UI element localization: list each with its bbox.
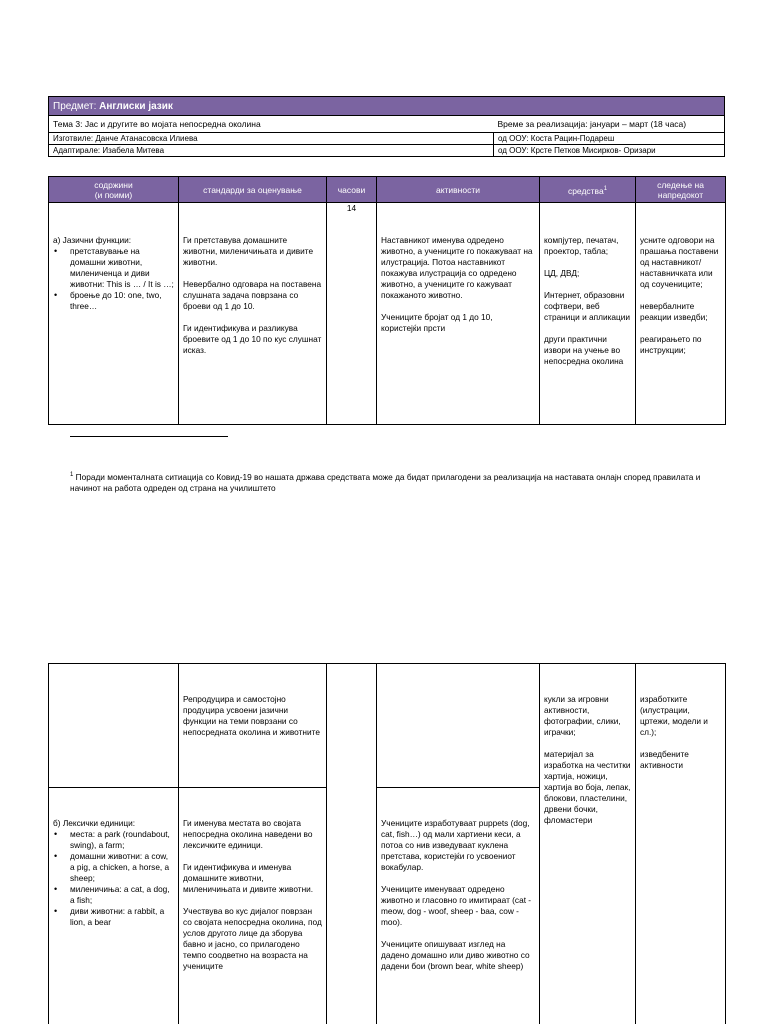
prepared-school-cell: од ООУ: Коста Рацин-Подареш	[494, 133, 725, 145]
content-list	[53, 246, 174, 312]
hours-cell-2	[327, 664, 377, 1024]
standards-cell	[179, 203, 327, 425]
activities-cell-2	[377, 788, 540, 1024]
activities-cell	[377, 203, 540, 425]
standard-item: Невербално одговара на поставена слушната задача поврзана со броеви од 1 до 10.	[183, 279, 322, 311]
content-title: а) Јазични функции:	[53, 235, 132, 245]
hours-cell: 14	[327, 203, 377, 425]
resource-item: кукли за игровни активности, фотографии, слики, играчки;	[544, 694, 621, 737]
col-activities: активности	[377, 177, 540, 203]
activity-item: Учениците изработуваат puppets (dog, cat, fish…) од мали хартиени кеси, а потоа со нив изведуваат куклена претстава, користејќи го усвоениот вокабулар.	[381, 818, 530, 872]
column-header-row	[49, 177, 726, 203]
subject-value: Англиски јазик	[99, 100, 173, 112]
footnote	[70, 470, 730, 494]
col-standards: стандарди за оценување	[179, 177, 327, 203]
footnote-text: Поради моменталната ситиацијa со Ковид-19 во нашата држава средствата може да бидат прилагодени за реализација на наставата онлајн според правилата и начинот на работа одреден од страна на училиштето	[70, 471, 701, 493]
monitoring-item: изведбените активности	[640, 749, 689, 770]
monitoring-item: реагирањето по инструкции;	[640, 334, 702, 355]
list-item: • претставување на домашни животни, милениченца и диви животни: This is … / It is …;	[53, 246, 174, 290]
period-cell: Време за реализација: јануари – март (18 часа)	[494, 116, 725, 133]
footnote-ref: 1	[603, 185, 608, 192]
subject-label: Предмет:	[53, 100, 97, 112]
col-content: содржини (и поими)	[49, 177, 179, 203]
standards-cell-top: Репродуцира и самостојно продуцира усвоени јазични функции на теми поврзани со непосредната околина и животните	[179, 664, 327, 788]
table-row	[49, 203, 726, 425]
monitoring-cell-2	[636, 664, 726, 1024]
monitoring-item: изработките (илустрации, цртежи, модели и сл.);	[640, 694, 708, 737]
resource-item: други практични извори на учење во непосредна околина	[544, 334, 624, 366]
activity-item: Учениците именуваат одредено животно и гласовно го имитираат (cat - meow, dog - woof, sheep - baa, cow - moo).	[381, 884, 532, 927]
content-cell-2	[49, 788, 179, 1024]
resource-item: Интернет, образовни софтвери, веб страници и апликации	[544, 290, 631, 322]
col-resources-label: средства	[567, 185, 604, 196]
footnote-mark: 1	[70, 472, 74, 478]
standards-cell-2	[179, 788, 327, 1024]
content-cell	[49, 203, 179, 425]
list-item: • места: a park (roundabout, swing), a farm;	[53, 829, 174, 851]
plan-table	[48, 176, 726, 425]
list-item: • броење до 10: one, two, three…	[53, 290, 174, 312]
subject-row	[49, 97, 725, 116]
activities-cell-empty	[377, 664, 540, 788]
adapted-school-cell: од ООУ: Крсте Петков Мисирков- Оризари	[494, 145, 725, 157]
content-list	[53, 829, 174, 928]
list-item: • домашни животни: a cow, a pig, a chicken, a horse, a sheep;	[53, 851, 174, 884]
footnote-separator	[70, 436, 228, 437]
standard-item: Ги идентификува и разликува броевите од 1 до 10 по кус слушнат исказ.	[183, 323, 322, 355]
standard-item: Ги именува местата во својата непосредна околина наведени во лексичките единици.	[183, 818, 313, 850]
table-row	[49, 664, 726, 788]
activity-item: Учениците бројат од 1 до 10, користејќи прсти	[381, 312, 493, 333]
standard-item: Ги претставува домашните животни, миленичињата и дивите животни.	[183, 235, 314, 267]
monitoring-item: невербалните реакции изведби;	[640, 301, 708, 322]
header-table	[48, 96, 725, 157]
resource-item: компјутер, печатач, проектор, табла;	[544, 235, 619, 256]
resources-cell	[540, 203, 636, 425]
list-item: • диви животни: a rabbit, a lion, a bear	[53, 906, 174, 928]
activity-item: Наставникот именува одредено животно, а учениците го покажуваат на илустрација. Потоа наставникот покажува илустрација со одредено животно, а учениците го кажуваат покажаното животно.	[381, 235, 533, 300]
monitoring-cell	[636, 203, 726, 425]
standard-item: Учествува во кус дијалог поврзан со својата непосредна околина, под услов другото лице да зборува бавно и јасно, со прилагодено темпо соодветно на возраста на учениците	[183, 906, 322, 971]
plan-table-continued	[48, 663, 726, 1024]
adapted-by-cell: Адаптирале: Изабела Митева	[49, 145, 494, 157]
list-item: • миленичиња: a cat, a dog, a fish;	[53, 884, 174, 906]
monitoring-item: усните одговори на прашања поставени од наставникот/наставничката или од соучениците;	[640, 235, 719, 289]
col-hours: часови	[327, 177, 377, 203]
resource-item: материјал за изработка на честитки хартија, ножици, хартија во боја, лепак, блокови, пластелини, дрвени бочки, фломастери	[544, 749, 631, 825]
col-resources	[540, 177, 636, 203]
col-monitoring: следење на напредокот	[636, 177, 726, 203]
resource-item: ЦД, ДВД;	[544, 268, 580, 278]
content-cell-empty	[49, 664, 179, 788]
activity-item: Учениците опишуваат изглед на дадено домашно или диво животно со дадени бои (brown bear, white sheep)	[381, 939, 530, 971]
prepared-by-cell: Изготвиле: Данче Атанасовска Илиева	[49, 133, 494, 145]
theme-cell: Тема 3: Јас и другите во мојата непосредна околина	[49, 116, 494, 133]
resources-cell-2	[540, 664, 636, 1024]
standard-item: Ги идентификува и именува домашните животни, миленичињата и дивите животни.	[183, 862, 314, 894]
content-title: б) Лексички единици:	[53, 818, 136, 828]
